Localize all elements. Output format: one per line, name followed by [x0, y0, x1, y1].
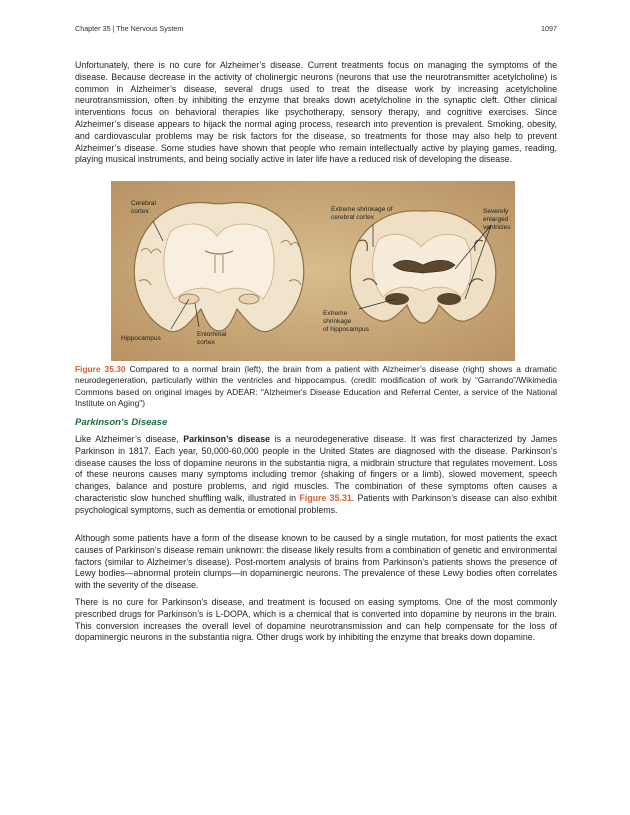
label-cerebral-cortex-1: Cerebral	[131, 200, 156, 207]
paragraph-text: Unfortunately, there is no cure for Alzheimer’s disease. Current treatments focus on managing the symptoms of the disease. Because decrease in the activity of cholinergic neurons (neurons that use the neurotransmitter acetylcholine) is common in Alzheimer’s disease, several drugs used to treat the disease work by increasing acetylcholine neurotransmission, often by inhibiting the enzyme that breaks down acetylcholine in the synaptic cleft. Other clinical interventions focus on behavioral therapies like psychotherapy, sensory therapy, and cognitive exercises. Since Alzheimer’s disease appears to hijack the normal aging process, research into prevention is prevalent. Smoking, obesity, and cardiovascular problems may be risk factors for the disease, so treatments for those may also help to prevent Alzheimer’s disease. Some studies have shown that people who remain intellectually active by playing games, reading, playing musical instruments, and being socially active in later life have a reduced risk of developing the disease.	[75, 60, 557, 165]
intro-end: . Patients with Parkinson’s disease can also exhibit psychological symptoms, such as dementia or emotional problems.	[75, 492, 557, 515]
intro-mid: is a neurodegenerative disease. It was first characterized by James Parkinson in 1817. Each year, 50,000-60,000 people in the United States are diagnosed with the disease. Parkinson’s disease causes the loss of dopamine neurons in the substantia nigra, a midbrain structure that regulates movement. Loss of these neurons causes many symptoms including tremor (shaking of fingers or a limb), slowed movement, speech changes, balance and posture problems, and rigid muscles. The combination of these symptoms often causes a characteristic slow hunched shuffling walk, illustrated in	[75, 434, 558, 503]
paragraph-text: There is no cure for Parkinson’s disease, and treatment is focused on easing symptoms. One of the most commonly prescribed drugs for Parkinson’s is L-DOPA, which is a chemical that is converted into dopamine by neurons in the brain. This conversion increases the overall level of dopamine neurotransmission and can help compensate for the loss of dopaminergic neurons in the substantia nigra. Other drugs work by inhibiting the enzyme that breaks down dopamine.	[75, 597, 557, 643]
intro-start: Like Alzheimer’s disease,	[75, 434, 184, 444]
label-shrinkage-cortex-2: cerebral cortex	[331, 214, 374, 221]
label-ventricles-2: enlarged	[483, 216, 509, 223]
label-shrinkage-hippo-1: Extreme	[323, 310, 348, 317]
paragraph-text: Although some patients have a form of the disease known to be caused by a single mutation, for most patients the exact causes of Parkinson’s disease remain unknown: the disease likely results from a combination of genetic and environmental factors (similar to Alzheimer’s disease). Post-mortem analysis of brains from Parkinson’s patients shows the presence of Lewy bodies—abnormal protein clumps—in dopaminergic neurons. The prevalence of these Lewy bodies often correlates with the severity of the disease.	[75, 533, 557, 591]
brain-comparison-figure	[111, 181, 515, 361]
page-number: 1097	[541, 24, 557, 33]
figure-caption	[75, 364, 557, 410]
caption-text: Compared to a normal brain (left), the brain from a patient with Alzheimer’s disease (right) shows a dramatic neurodegeneration, particularly within the ventricles and hippocampus. (credit: modification of work by “Garrando”/Wikimedia Commons based on original images by ADEAR: "Alzheimer's Disease Education and Referral Center, a service of the National Institute on Aging")	[75, 364, 557, 409]
caption-figure-label: Figure 35.30	[75, 364, 126, 374]
chapter-title: Chapter 35 | The Nervous System	[75, 24, 184, 33]
label-entorhinal-2: cortex	[197, 339, 215, 346]
label-entorhinal-1: Entorhinal	[197, 331, 227, 338]
brain-illustration	[111, 181, 515, 361]
label-ventricles-1: Severely	[483, 208, 509, 215]
figure-reference-link[interactable]: Figure 35.31	[299, 492, 352, 503]
section-title: Parkinson’s Disease	[75, 417, 168, 428]
paragraph-parkinsons-intro	[75, 434, 557, 517]
label-shrinkage-cortex-1: Extreme shrinkage of	[331, 206, 393, 213]
key-term: Parkinson’s disease	[183, 434, 271, 444]
label-shrinkage-hippo-2: shrinkage	[323, 318, 352, 325]
paragraph-parkinsons-treatment	[75, 597, 557, 644]
label-ventricles-3: ventricles	[483, 224, 511, 231]
paragraph-alzheimers	[75, 60, 557, 166]
label-hippocampus: Hippocampus	[121, 335, 161, 342]
label-shrinkage-hippo-3: of hippocampus	[323, 326, 369, 333]
normal-brain	[134, 203, 303, 332]
page-header	[75, 24, 557, 33]
paragraph-parkinsons-causes	[75, 533, 557, 592]
alzheimers-brain	[350, 211, 496, 323]
label-cerebral-cortex-2: cortex	[131, 208, 149, 215]
